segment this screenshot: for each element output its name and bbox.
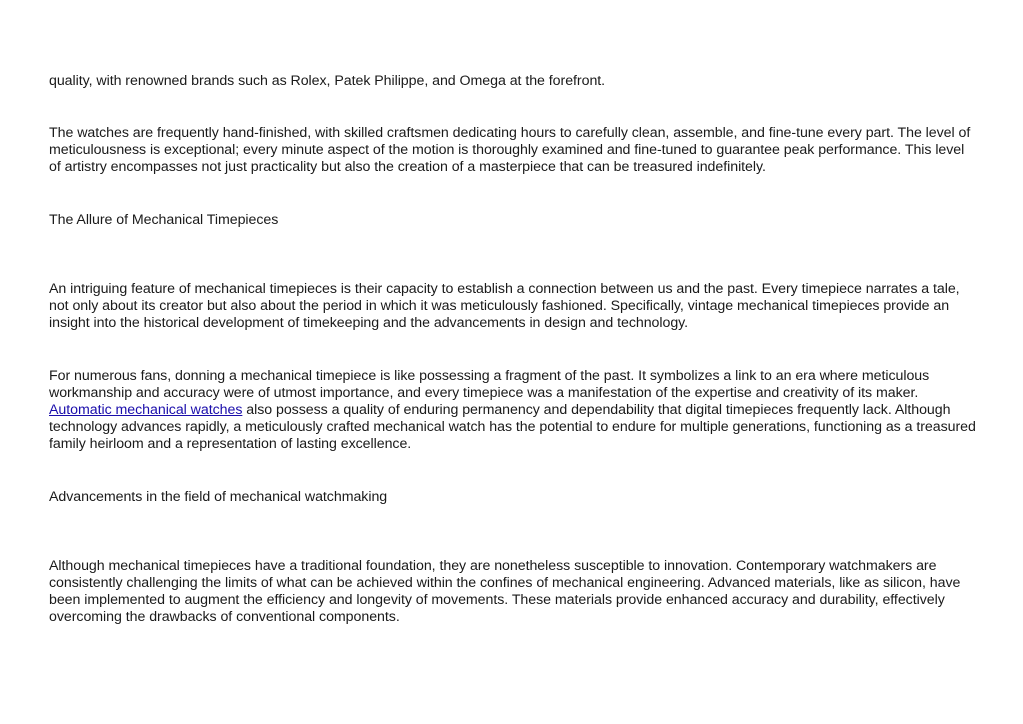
section-heading-allure: The Allure of Mechanical Timepieces [49,212,279,228]
paragraph-fans-text-end: also possess a quality of enduring permanency and dependability that digital timepieces frequently lack. Although technology advances rapidly, a meticulously crafted mechanical watch has the potential to endure for multiple generations, functioning as a treasured family heirloom and a representation of lasting excellence. [49,402,976,453]
paragraph-craftsmanship: The watches are frequently hand-finished, with skilled craftsmen dedicating hours to carefully clean, assemble, and fine-tune every part. The level of meticulousness is exceptional; every minute aspect of the motion is thoroughly examined and fine-tuned to guarantee peak performance. This level of artistry encompasses not just practicality but also the creation of a masterpiece that can be treasured indefinitely. [49,125,971,176]
section-heading-advancements: Advancements in the field of mechanical watchmaking [49,489,388,505]
paragraph-fans [49,368,979,453]
paragraph-connection-to-past: An intriguing feature of mechanical timepieces is their capacity to establish a connection between us and the past. Every timepiece narrates a tale, not only about its creator but also about the period in which it was meticulously fashioned. Specifically, vintage mechanical timepieces provide an insight into the historical development of timekeeping and the advancements in design and technology. [49,281,960,332]
automatic-watches-link[interactable]: Automatic mechanical watches [49,402,243,419]
paragraph-intro: quality, with renowned brands such as Rolex, Patek Philippe, and Omega at the forefront. [49,73,606,89]
paragraph-innovation: Although mechanical timepieces have a traditional foundation, they are nonetheless susceptible to innovation. Contemporary watchmakers are consistently challenging the limits of what can be achieved within the confines of mechanical engineering. Advanced materials, like as silicon, have been implemented to augment the efficiency and longevity of movements. These materials provide enhanced accuracy and durability, effectively overcoming the drawbacks of conventional components. [49,558,961,626]
paragraph-fans-text-start: For numerous fans, donning a mechanical timepiece is like possessing a fragment of the past. It symbolizes a link to an era where meticulous workmanship and accuracy were of utmost importance, and every timepiece was a manifestation of the expertise and creativity of its maker. [49,368,930,402]
